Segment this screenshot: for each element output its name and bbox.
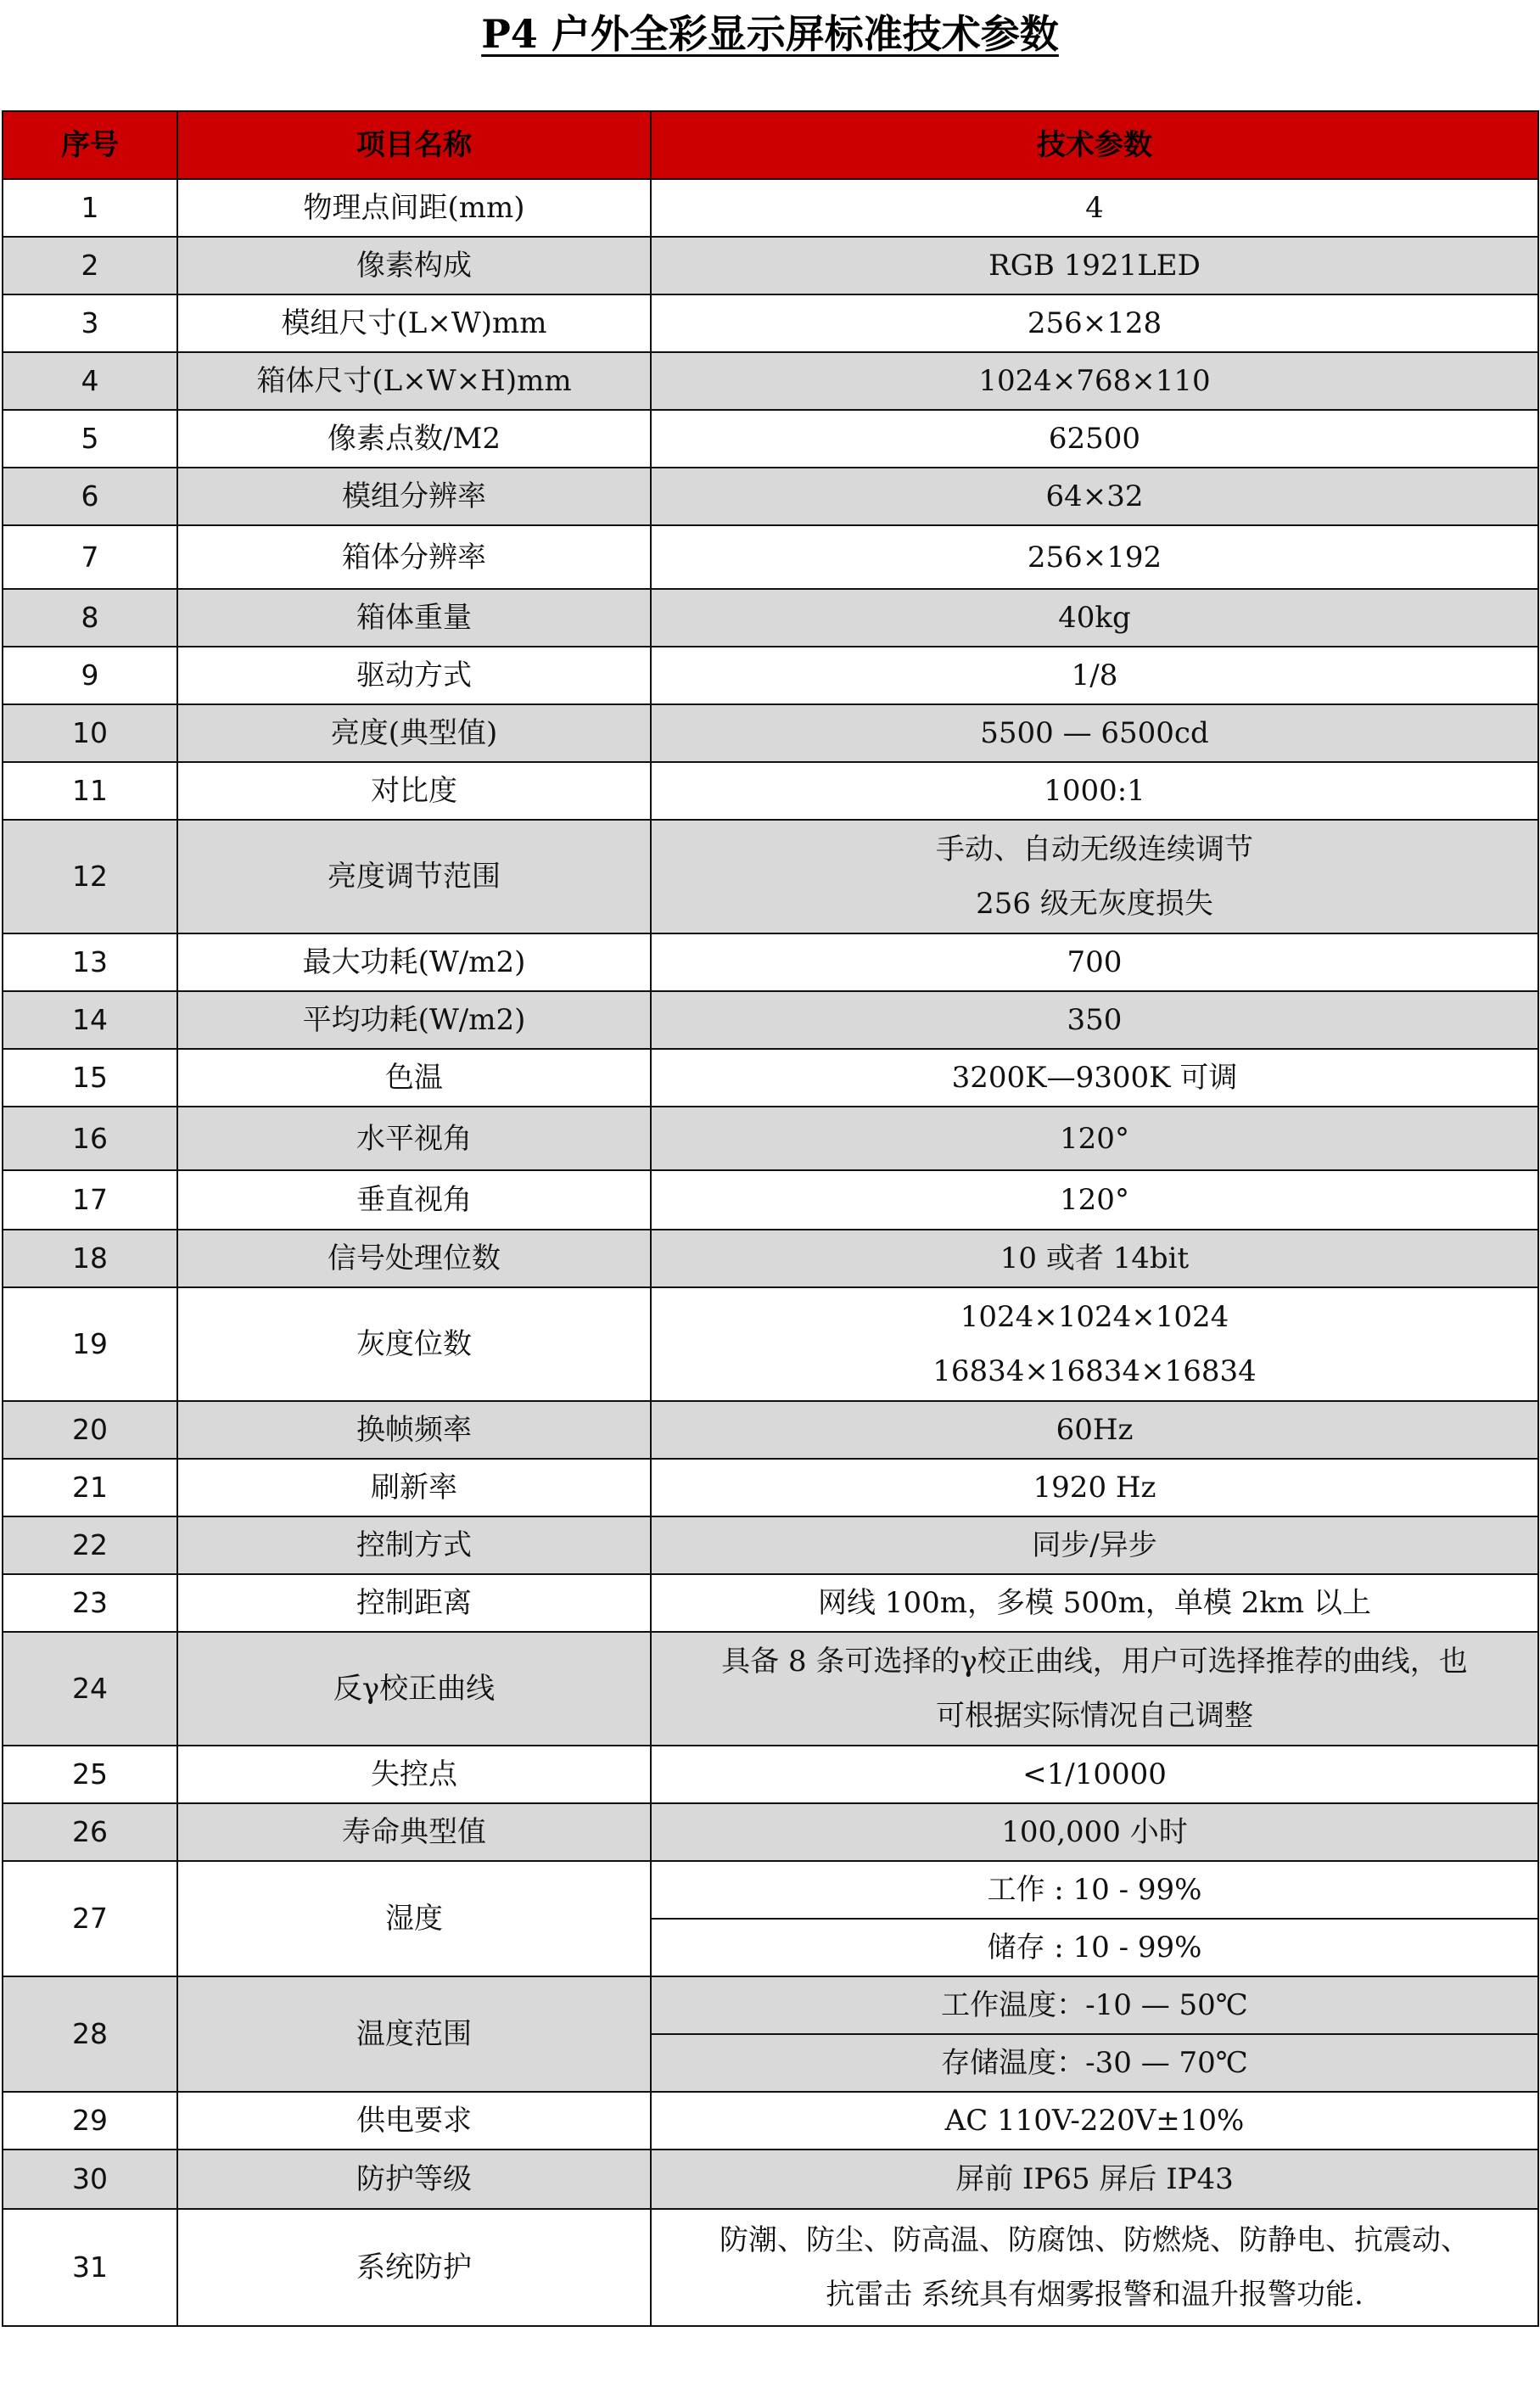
row-name: 控制距离 (177, 1574, 651, 1632)
row-value: <1/10000 (651, 1746, 1538, 1803)
row-value-line: 具备 8 条可选择的γ校正曲线，用户可选择推荐的曲线，也 (721, 1645, 1468, 1679)
row-value-line: 抗雷击 系统具有烟雾报警和温升报警功能. (826, 2278, 1364, 2312)
row-no: 24 (3, 1632, 177, 1746)
row-name: 供电要求 (177, 2092, 651, 2150)
row-name: 驱动方式 (177, 647, 651, 704)
row-name: 箱体分辨率 (177, 525, 651, 589)
row-value-line: 防潮、防尘、防高温、防腐蚀、防燃烧、防静电、抗震动、 (720, 2223, 1470, 2257)
row-name: 灰度位数 (177, 1287, 651, 1401)
row-name: 箱体尺寸(L×W×H)mm (177, 352, 651, 410)
row-name: 最大功耗(W/m2) (177, 933, 651, 991)
table-row (3, 820, 1538, 933)
row-value-line: 手动、自动无级连续调节 (936, 832, 1253, 866)
table-row (3, 525, 1538, 589)
table-row (3, 1803, 1538, 1861)
table-row (3, 1459, 1538, 1516)
row-no: 30 (3, 2150, 177, 2209)
table-row (3, 1976, 1538, 2034)
row-value (651, 820, 1538, 933)
spec-table (2, 110, 1539, 2327)
row-no: 2 (3, 237, 177, 294)
row-no: 20 (3, 1401, 177, 1459)
row-name: 箱体重量 (177, 589, 651, 647)
row-name: 平均功耗(W/m2) (177, 991, 651, 1049)
table-row (3, 704, 1538, 762)
row-name: 物理点间距(mm) (177, 179, 651, 237)
row-no: 15 (3, 1049, 177, 1107)
row-value: 350 (651, 991, 1538, 1049)
table-row (3, 1746, 1538, 1803)
row-name: 反γ校正曲线 (177, 1632, 651, 1746)
table-row (3, 2209, 1538, 2326)
row-no: 7 (3, 525, 177, 589)
table-row (3, 1170, 1538, 1230)
row-value: 存储温度：-30 — 70℃ (651, 2034, 1538, 2092)
table-row (3, 1230, 1538, 1287)
row-name: 色温 (177, 1049, 651, 1107)
row-name: 对比度 (177, 762, 651, 820)
row-name: 信号处理位数 (177, 1230, 651, 1287)
row-no: 28 (3, 1976, 177, 2092)
row-no: 4 (3, 352, 177, 410)
table-row (3, 2092, 1538, 2150)
row-no: 12 (3, 820, 177, 933)
row-name: 换帧频率 (177, 1401, 651, 1459)
table-row (3, 179, 1538, 237)
row-name: 控制方式 (177, 1516, 651, 1574)
table-row (3, 647, 1538, 704)
row-name: 温度范围 (177, 1976, 651, 2092)
row-value: 储存 : 10 - 99% (651, 1919, 1538, 1976)
row-no: 25 (3, 1746, 177, 1803)
table-header-row (3, 111, 1538, 179)
row-name: 失控点 (177, 1746, 651, 1803)
row-value: AC 110V-220V±10% (651, 2092, 1538, 2150)
row-no: 5 (3, 410, 177, 468)
row-value-line: 可根据实际情况自己调整 (936, 1699, 1253, 1733)
table-row (3, 352, 1538, 410)
table-row (3, 1401, 1538, 1459)
row-value: 3200K—9300K 可调 (651, 1049, 1538, 1107)
table-row (3, 237, 1538, 294)
row-value: 网线 100m，多模 500m，单模 2km 以上 (651, 1574, 1538, 1632)
row-no: 19 (3, 1287, 177, 1401)
row-value: 10 或者 14bit (651, 1230, 1538, 1287)
row-value: 5500 — 6500cd (651, 704, 1538, 762)
row-value: 1024×768×110 (651, 352, 1538, 410)
row-value: 1/8 (651, 647, 1538, 704)
row-name: 模组尺寸(L×W)mm (177, 294, 651, 352)
row-no: 11 (3, 762, 177, 820)
row-value: 工作 : 10 - 99% (651, 1861, 1538, 1919)
row-no: 6 (3, 468, 177, 525)
row-value: 1920 Hz (651, 1459, 1538, 1516)
table-row (3, 1107, 1538, 1170)
row-value (651, 1632, 1538, 1746)
table-row (3, 410, 1538, 468)
row-value: 同步/异步 (651, 1516, 1538, 1574)
row-name: 亮度(典型值) (177, 704, 651, 762)
row-no: 16 (3, 1107, 177, 1170)
row-no: 21 (3, 1459, 177, 1516)
row-no: 14 (3, 991, 177, 1049)
row-no: 10 (3, 704, 177, 762)
row-value-line: 256 级无灰度损失 (976, 887, 1213, 921)
row-name: 亮度调节范围 (177, 820, 651, 933)
row-no: 18 (3, 1230, 177, 1287)
row-value: 100,000 小时 (651, 1803, 1538, 1861)
row-name: 垂直视角 (177, 1170, 651, 1230)
page-title: P4 户外全彩显示屏标准技术参数 (481, 11, 1059, 57)
row-no: 27 (3, 1861, 177, 1976)
row-name: 像素构成 (177, 237, 651, 294)
row-no: 31 (3, 2209, 177, 2326)
table-row (3, 991, 1538, 1049)
row-value: 120° (651, 1107, 1538, 1170)
table-row (3, 1049, 1538, 1107)
table-row (3, 762, 1538, 820)
table-row (3, 468, 1538, 525)
header-param: 技术参数 (651, 111, 1538, 179)
row-value (651, 2209, 1538, 2326)
row-value: 256×192 (651, 525, 1538, 589)
row-name: 系统防护 (177, 2209, 651, 2326)
row-value: 120° (651, 1170, 1538, 1230)
row-name: 寿命典型值 (177, 1803, 651, 1861)
row-value: RGB 1921LED (651, 237, 1538, 294)
row-no: 1 (3, 179, 177, 237)
row-value-line: 16834×16834×16834 (932, 1354, 1257, 1388)
row-name: 防护等级 (177, 2150, 651, 2209)
row-no: 22 (3, 1516, 177, 1574)
row-value: 40kg (651, 589, 1538, 647)
row-no: 8 (3, 589, 177, 647)
row-value: 工作温度：-10 — 50℃ (651, 1976, 1538, 2034)
row-value: 屏前 IP65 屏后 IP43 (651, 2150, 1538, 2209)
row-value: 60Hz (651, 1401, 1538, 1459)
row-name: 像素点数/M2 (177, 410, 651, 468)
table-row (3, 1861, 1538, 1919)
row-value: 64×32 (651, 468, 1538, 525)
table-row (3, 933, 1538, 991)
row-no: 29 (3, 2092, 177, 2150)
row-value: 700 (651, 933, 1538, 991)
table-row (3, 1632, 1538, 1746)
row-value: 4 (651, 179, 1538, 237)
header-no: 序号 (3, 111, 177, 179)
row-name: 水平视角 (177, 1107, 651, 1170)
row-value (651, 1287, 1538, 1401)
row-no: 9 (3, 647, 177, 704)
row-no: 3 (3, 294, 177, 352)
table-row (3, 1574, 1538, 1632)
row-no: 26 (3, 1803, 177, 1861)
row-value-line: 1024×1024×1024 (960, 1300, 1229, 1334)
row-value: 256×128 (651, 294, 1538, 352)
table-row (3, 2150, 1538, 2209)
table-row (3, 294, 1538, 352)
row-value: 62500 (651, 410, 1538, 468)
row-no: 13 (3, 933, 177, 991)
table-row (3, 589, 1538, 647)
table-row (3, 1287, 1538, 1401)
header-name: 项目名称 (177, 111, 651, 179)
table-row (3, 1516, 1538, 1574)
row-no: 23 (3, 1574, 177, 1632)
row-value: 1000:1 (651, 762, 1538, 820)
row-name: 模组分辨率 (177, 468, 651, 525)
row-name: 湿度 (177, 1861, 651, 1976)
row-name: 刷新率 (177, 1459, 651, 1516)
row-no: 17 (3, 1170, 177, 1230)
